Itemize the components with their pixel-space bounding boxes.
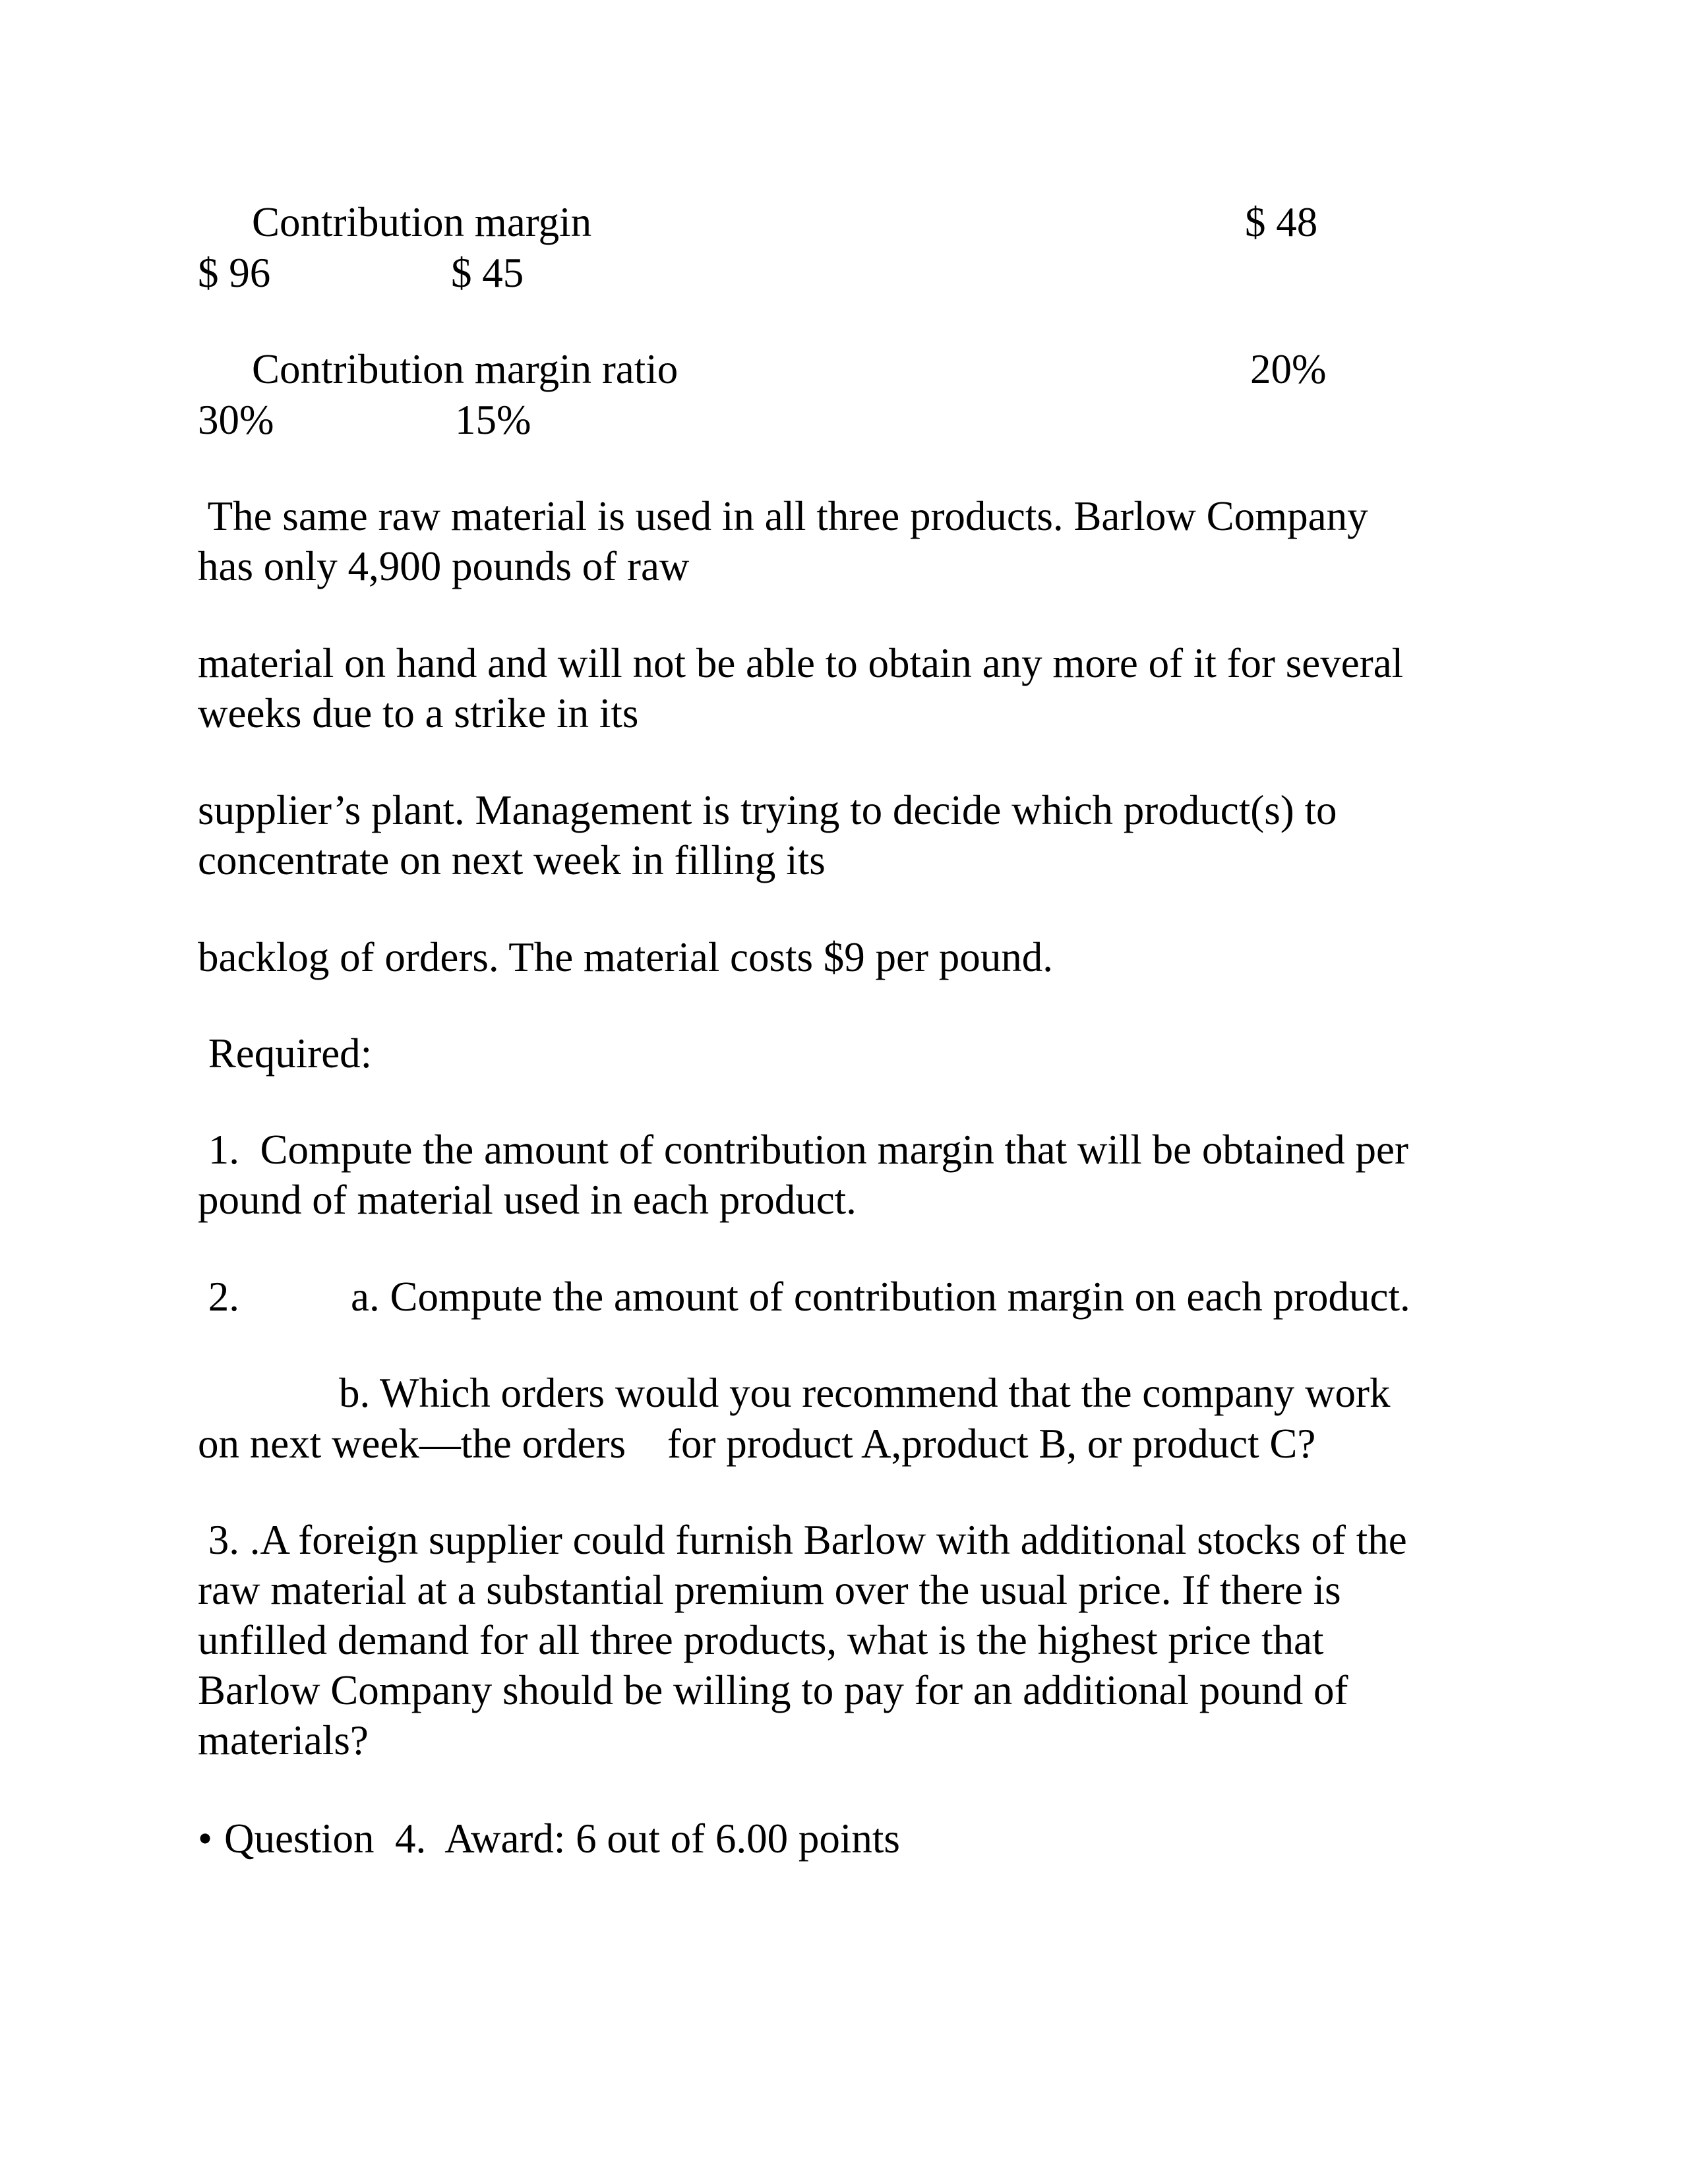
cmr-value-a: 20% xyxy=(1250,346,1327,392)
question-3 xyxy=(198,1515,1517,1765)
paragraph-management xyxy=(198,785,1517,885)
question-award-line: Question 4. Award: 6 out of 6.00 points xyxy=(224,1815,900,1862)
paragraph-line: The same raw material is used in all three products. Barlow Company xyxy=(198,493,1368,539)
question-line: pound of material used in each product. xyxy=(198,1177,857,1223)
paragraph-backlog: backlog of orders. The material costs $9 per pound. xyxy=(198,934,1053,980)
paragraph-line: has only 4,900 pounds of raw xyxy=(198,543,690,589)
cm-value-a: $ 48 xyxy=(1245,199,1318,245)
paragraph-line: weeks due to a strike in its xyxy=(198,690,639,736)
required-heading: Required: xyxy=(198,1030,373,1077)
question-2b-line-2: on next week—the orders for product A,product B, or product C? xyxy=(198,1421,1316,1467)
cmr-value-c: 15% xyxy=(455,397,531,443)
cmr-value-b: 30% xyxy=(198,397,274,443)
question-line: 1. Compute the amount of contribution margin that will be obtained per xyxy=(198,1127,1408,1173)
question-line: materials? xyxy=(198,1717,369,1763)
question-line: raw material at a substantial premium over the usual price. If there is xyxy=(198,1567,1341,1613)
question-line: unfilled demand for all three products, what is the highest price that xyxy=(198,1617,1324,1663)
question-line: 3. .A foreign supplier could furnish Barlow with additional stocks of the xyxy=(198,1517,1407,1563)
paragraph-line: concentrate on next week in filling its xyxy=(198,837,826,883)
bullet-icon: • xyxy=(198,1815,213,1862)
paragraph-line: material on hand and will not be able to obtain any more of it for several xyxy=(198,640,1404,686)
cmr-label: Contribution margin ratio xyxy=(252,346,678,392)
question-2b-line-1: b. Which orders would you recommend that the company work xyxy=(339,1370,1391,1416)
cm-label: Contribution margin xyxy=(252,199,592,245)
question-line: Barlow Company should be willing to pay for an additional pound of xyxy=(198,1667,1348,1713)
paragraph-strike xyxy=(198,638,1517,738)
question-1 xyxy=(198,1125,1517,1225)
paragraph-line: supplier’s plant. Management is trying to decide which product(s) to xyxy=(198,787,1337,833)
question-2a: a. Compute the amount of contribution margin on each product. xyxy=(351,1274,1410,1320)
cm-value-b: $ 96 xyxy=(198,250,271,296)
cm-value-c: $ 45 xyxy=(451,250,524,296)
question-2-number: 2. xyxy=(198,1274,239,1320)
paragraph-raw-material xyxy=(198,491,1517,591)
